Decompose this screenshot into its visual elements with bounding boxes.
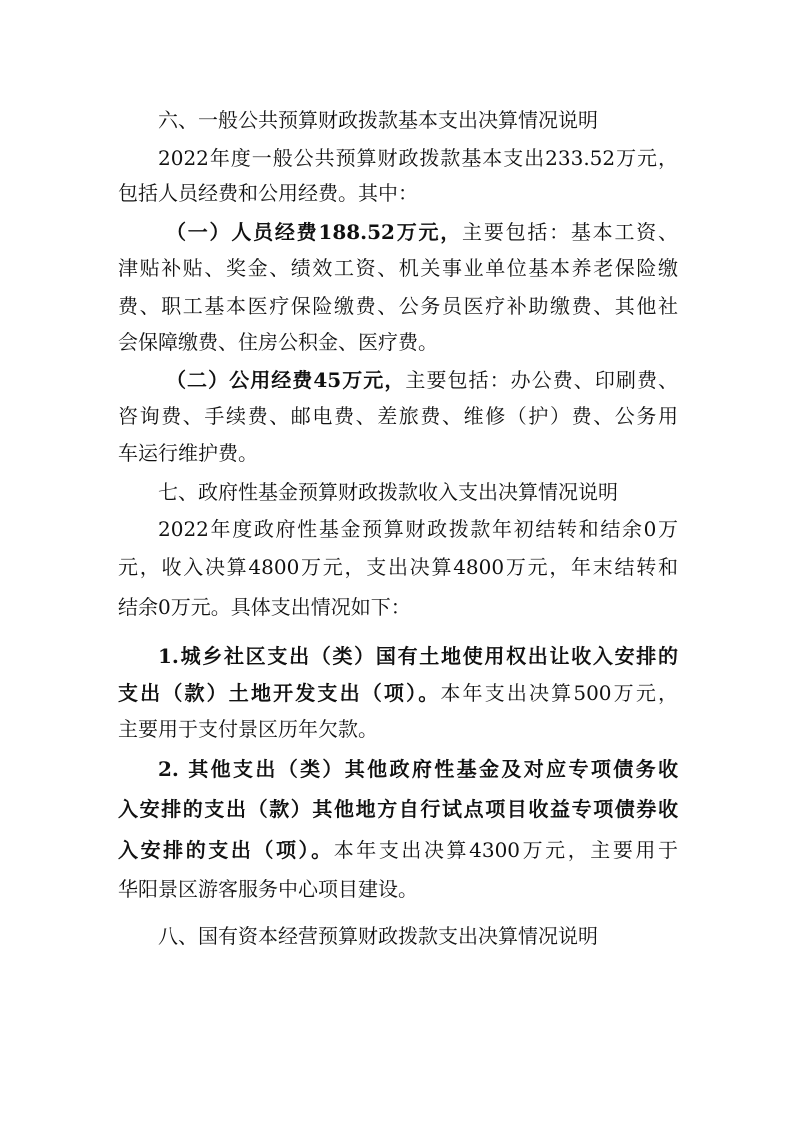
special-bond-item-heading: 入安排的支出（项）。 [118, 838, 334, 862]
land-development-expense-heading: 支出（款）土地开发支出（项）。 [118, 681, 441, 705]
special-bond-expense-text: 本年支出决算4300万元，主要用于 [333, 838, 678, 862]
section-6-intro-line-1: 2022年度一般公共预算财政拨款基本支出233.52万元， [158, 146, 678, 170]
land-development-expense-text: 本年支出决算500万元， [440, 681, 678, 705]
section-7-heading: 七、政府性基金预算财政拨款收入支出决算情况说明 [158, 480, 618, 504]
section-6-item-1-line-3: 费、职工基本医疗保险缴费、公务员医疗补助缴费、其他社 [118, 294, 678, 318]
section-7-item-2-line-4: 华阳景区游客服务中心项目建设。 [118, 877, 418, 901]
section-6-heading: 六、一般公共预算财政拨款基本支出决算情况说明 [158, 108, 598, 132]
section-6-item-2-line-2: 咨询费、手续费、邮电费、差旅费、维修（护）费、公务用 [118, 404, 678, 428]
section-6-intro-line-2: 包括人员经费和公用经费。其中： [118, 181, 418, 205]
personnel-expense-heading: （一）人员经费188.52万元， [166, 220, 463, 244]
section-7-item-1-line-3: 主要用于支付景区历年欠款。 [118, 717, 378, 741]
personnel-expense-text: 主要包括：基本工资、 [462, 220, 678, 244]
section-7-intro-line-3: 结余0万元。具体支出情况如下： [118, 595, 411, 619]
public-expense-text: 主要包括：办公费、印刷费、 [405, 368, 678, 392]
section-6-item-2-line-1 [166, 364, 678, 396]
section-7-item-1-line-1 [158, 640, 678, 672]
section-7-intro-line-1: 2022年度政府性基金预算财政拨款年初结转和结余0万 [158, 517, 678, 541]
section-7-item-2-line-1 [158, 753, 678, 785]
section-6-item-2-line-3: 车运行维护费。 [118, 441, 258, 465]
section-6-item-1-line-2: 津贴补贴、奖金、绩效工资、机关事业单位基本养老保险缴 [118, 256, 678, 280]
section-7-item-2-line-2 [118, 793, 678, 825]
section-6-item-1-line-4: 会保障缴费、住房公积金、医疗费。 [118, 330, 438, 354]
urban-rural-expense-heading: 1.城乡社区支出（类）国有土地使用权出让收入安排的 [158, 644, 678, 668]
section-6-item-1-line-1 [166, 216, 678, 248]
public-expense-heading: （二）公用经费45万元， [166, 368, 406, 392]
section-7-item-2-line-3 [118, 834, 678, 866]
section-7-item-1-line-2 [118, 677, 678, 709]
other-expense-heading: 2. 其他支出（类）其他政府性基金及对应专项债务收 [158, 757, 678, 781]
section-7-intro-line-2: 元，收入决算4800万元，支出决算4800万元，年末结转和 [118, 555, 678, 579]
special-bond-expense-heading: 入安排的支出（款）其他地方自行试点项目收益专项债券收 [118, 797, 678, 821]
section-8-heading: 八、国有资本经营预算财政拨款支出决算情况说明 [158, 924, 598, 948]
